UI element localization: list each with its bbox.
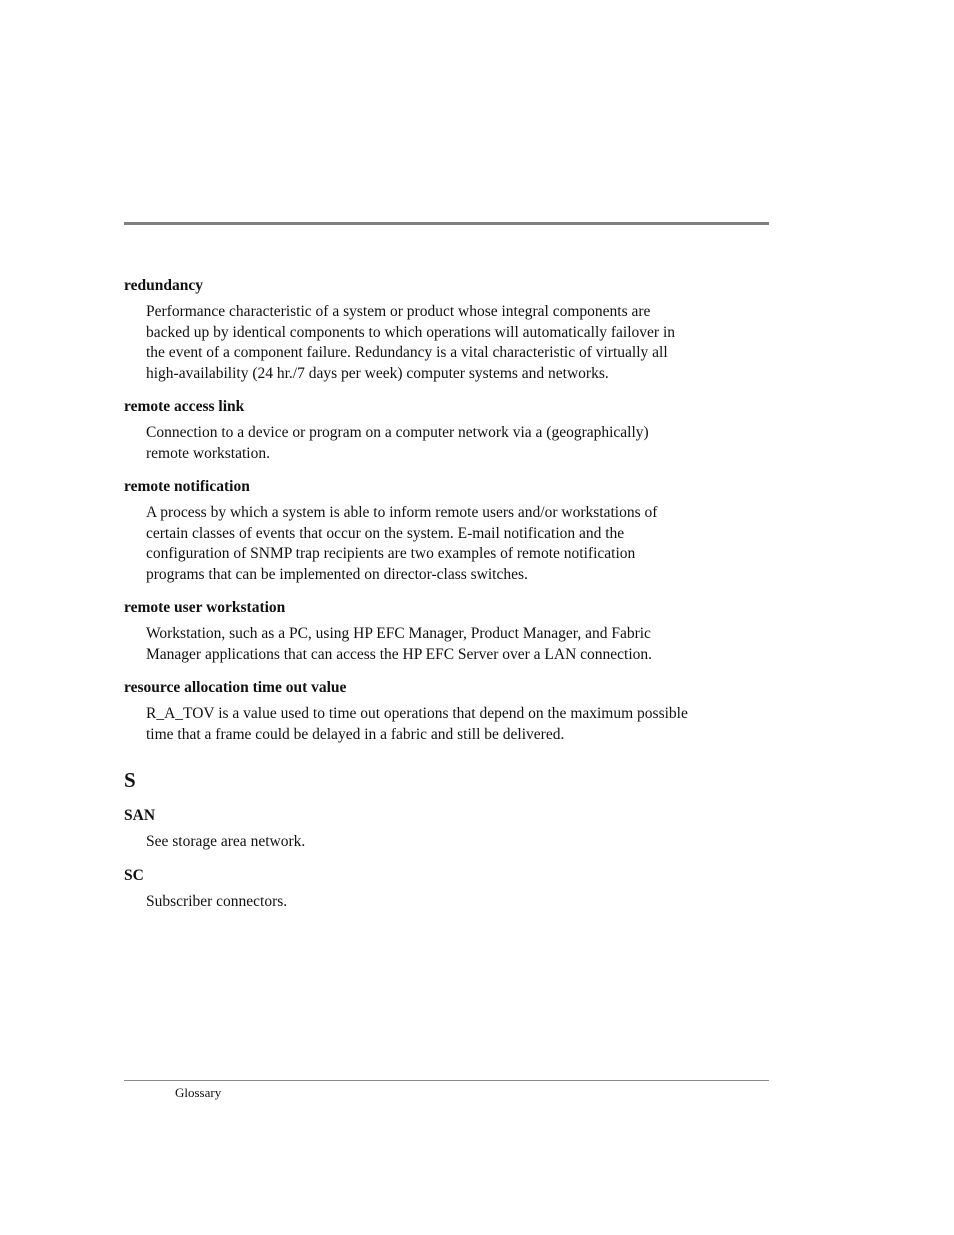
glossary-term: SC bbox=[124, 866, 144, 884]
glossary-definition bbox=[146, 302, 746, 384]
glossary-entry-remote-notification bbox=[124, 477, 769, 585]
glossary-entry-remote-access-link bbox=[124, 397, 769, 464]
definition-line: Manager applications that can access the HP EFC Server over a LAN connection. bbox=[146, 645, 653, 663]
glossary-term: redundancy bbox=[124, 277, 203, 294]
definition-line: Connection to a device or program on a computer network via a (geographically) bbox=[146, 424, 649, 441]
glossary-entry-san bbox=[124, 806, 769, 853]
definition-line: configuration of SNMP trap recipients are two examples of remote notification bbox=[146, 545, 636, 562]
glossary-definition bbox=[146, 892, 746, 913]
definition-line: See storage area network. bbox=[146, 833, 306, 850]
definition-line: A process by which a system is able to inform remote users and/or workstations of bbox=[146, 504, 658, 521]
glossary-term: SAN bbox=[124, 807, 156, 824]
definition-line: certain classes of events that occur on the system. E-mail notification and the bbox=[146, 524, 625, 542]
definition-line: high-availability (24 hr./7 days per week) computer systems and networks. bbox=[146, 364, 609, 382]
header-rule bbox=[124, 222, 769, 225]
definition-line: time that a frame could be delayed in a fabric and still be delivered. bbox=[146, 725, 565, 743]
glossary-definition bbox=[146, 832, 746, 853]
glossary-definition bbox=[146, 423, 746, 464]
glossary-entry-sc bbox=[124, 866, 769, 913]
glossary-term: remote access link bbox=[124, 398, 245, 415]
definition-line: Subscriber connectors. bbox=[146, 892, 288, 910]
definition-line: Workstation, such as a PC, using HP EFC Manager, Product Manager, and Fabric bbox=[146, 625, 651, 642]
glossary-definition bbox=[146, 704, 746, 745]
footer-rule bbox=[124, 1080, 769, 1081]
glossary-entry-redundancy bbox=[124, 276, 769, 384]
glossary-definition bbox=[146, 503, 746, 585]
definition-line: remote workstation. bbox=[146, 444, 270, 462]
definition-line: programs that can be implemented on director-class switches. bbox=[146, 565, 528, 583]
glossary-definition bbox=[146, 624, 746, 665]
definition-line: backed up by identical components to which operations will automatically failover in bbox=[146, 323, 676, 341]
section-letter-heading: S bbox=[124, 768, 136, 792]
footer-section-label: Glossary bbox=[175, 1085, 222, 1100]
glossary-term: remote notification bbox=[124, 478, 250, 495]
glossary-entry-resource-allocation-time-out-value bbox=[124, 678, 769, 745]
definition-line: R_A_TOV is a value used to time out operations that depend on the maximum possible bbox=[146, 705, 688, 722]
glossary-content bbox=[124, 276, 769, 912]
definition-line: Performance characteristic of a system or product whose integral components are bbox=[146, 303, 651, 320]
glossary-term: remote user workstation bbox=[124, 599, 286, 616]
glossary-entry-remote-user-workstation bbox=[124, 598, 769, 665]
definition-line: the event of a component failure. Redundancy is a vital characteristic of virtually all bbox=[146, 344, 668, 361]
glossary-term: resource allocation time out value bbox=[124, 679, 347, 696]
